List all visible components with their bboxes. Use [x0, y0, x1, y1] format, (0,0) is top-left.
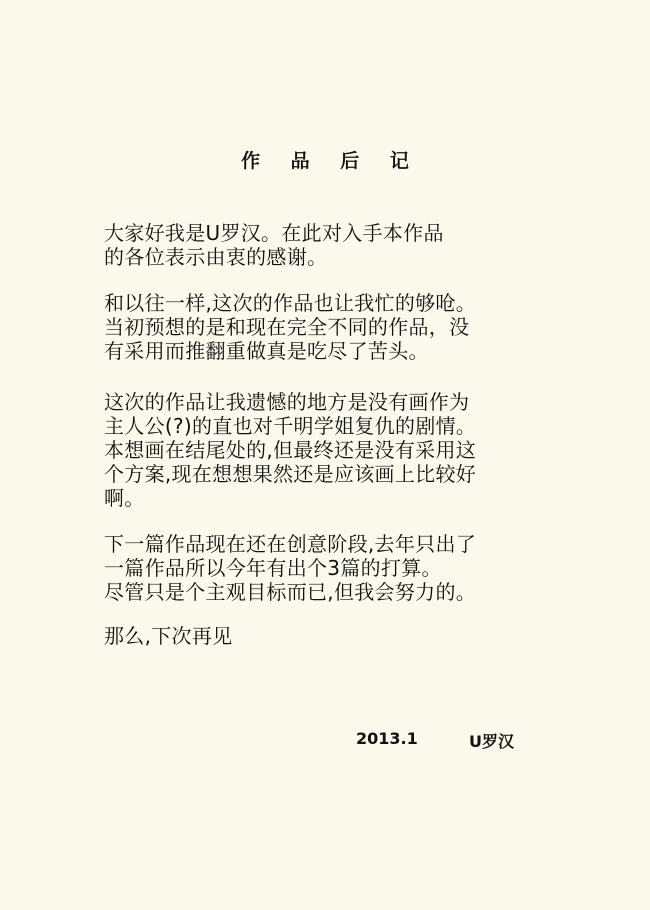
text-line: 的各位表示由衷的感谢。	[104, 245, 328, 269]
page-title: 作 品 后 记	[241, 150, 421, 172]
paragraph-farewell	[104, 624, 574, 648]
text-line: 当初预想的是和现在完全不同的作品，没	[104, 315, 470, 339]
text-line: 下一篇作品现在还在创意阶段,去年只出了	[104, 532, 477, 556]
paragraph-greeting	[104, 221, 574, 269]
text-line: 个方案,现在想想果然还是应该画上比较好	[104, 462, 477, 486]
paragraph-regret	[104, 390, 574, 510]
signature-date: 2013.1	[356, 729, 418, 748]
text-line: 这次的作品让我遗憾的地方是没有画作为	[104, 390, 470, 414]
text-line: 本想画在结尾处的,但最终还是没有采用这	[104, 438, 477, 462]
text-line: 大家好我是U罗汉。在此对入手本作品	[104, 221, 444, 245]
text-line: 啊。	[104, 486, 145, 510]
paragraph-production	[104, 291, 574, 363]
signature-author: U罗汉	[469, 732, 514, 751]
text-line: 主人公(?)的直也对千明学姐复仇的剧情。	[104, 414, 477, 438]
text-line: 有采用而推翻重做真是吃尽了苦头。	[104, 339, 429, 363]
text-line: 那么,下次再见	[104, 624, 233, 648]
text-line: 一篇作品所以今年有出个3篇的打算。	[104, 556, 442, 580]
text-line: 尽管只是个主观目标而已,但我会努力的。	[104, 580, 477, 604]
paragraph-next-work	[104, 532, 574, 604]
text-line: 和以往一样,这次的作品也让我忙的够呛。	[104, 291, 477, 315]
